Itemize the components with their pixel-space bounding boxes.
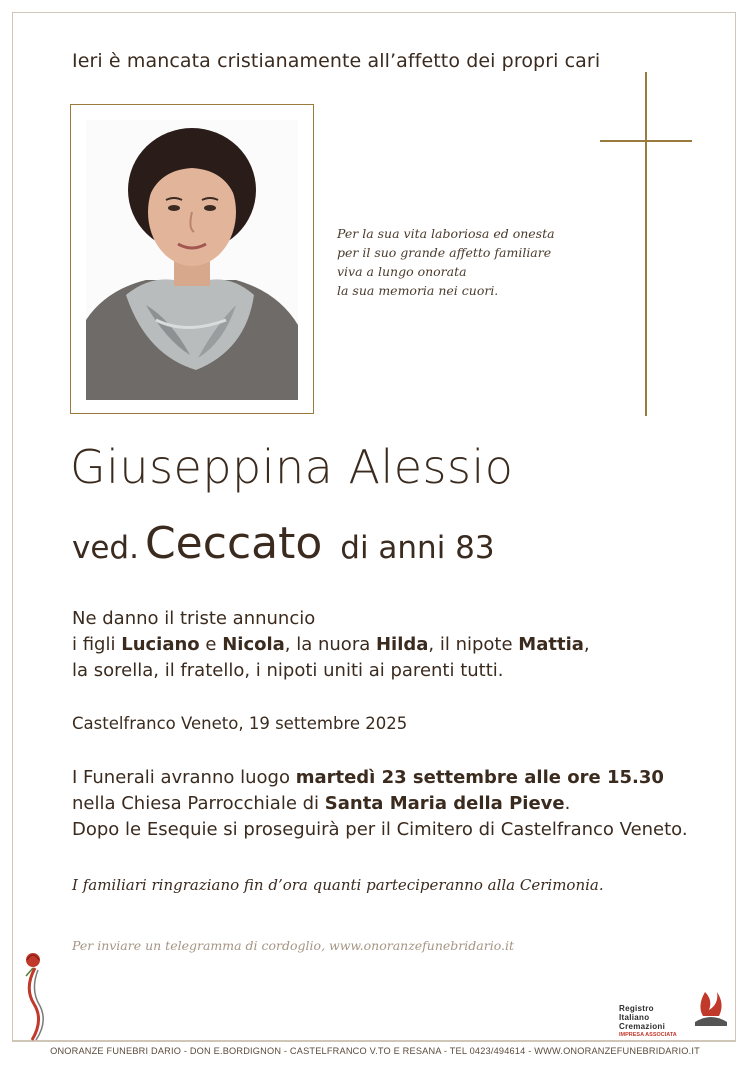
funeral-line: Dopo le Esequie si proseguirà per il Cimitero di Castelfranco Veneto. — [72, 819, 688, 840]
funeral-line — [72, 765, 688, 791]
verse-line: Per la sua vita laboriosa ed onesta — [337, 226, 555, 241]
deceased-name: Giuseppina Alessio — [70, 440, 514, 494]
place-date: Castelfranco Veneto, 19 settembre 2025 — [72, 714, 408, 733]
relative-name: Nicola — [222, 634, 285, 655]
funeral-line — [72, 791, 688, 817]
announcement-text: e — [199, 634, 223, 655]
relative-name: Hilda — [375, 634, 429, 655]
registry-text — [619, 1004, 665, 1031]
telegram-link[interactable]: Per inviare un telegramma di cordoglio, www.onoranzefunebridario.it — [72, 938, 515, 953]
funeral-info — [72, 765, 688, 843]
age-text: di anni 83 — [340, 530, 495, 566]
registry-subtitle: IMPRESA ASSOCIATA — [619, 1032, 677, 1038]
flame-icon — [693, 986, 729, 1030]
married-surname: Ceccato — [144, 518, 323, 569]
funeral-text: nella Chiesa Parrocchiale di — [72, 793, 325, 814]
verse-block — [337, 224, 555, 300]
announcement-line — [72, 632, 590, 658]
footer-divider — [12, 1041, 736, 1042]
verse-line: la sua memoria nei cuori. — [337, 283, 499, 298]
relative-name: Luciano — [121, 634, 200, 655]
funeral-text: I Funerali avranno luogo — [72, 767, 296, 788]
registry-line: Cremazioni — [619, 1022, 666, 1031]
footer-text: ONORANZE FUNEBRI DARIO - DON E.BORDIGNON - CASTELFRANCO V.TO E RESANA - TEL 0423/494614 - WWW.ONORANZEFUNEBRIDARIO.IT — [50, 1046, 700, 1056]
thanks-text: I familiari ringraziano fin d’ora quanti parteciperanno alla Cerimonia. — [72, 876, 604, 894]
registry-line: Registro — [619, 1004, 654, 1013]
registry-line: Italiano — [619, 1013, 650, 1022]
verse-line: per il suo grande affetto familiare — [337, 245, 552, 260]
announcement — [72, 606, 590, 684]
funeral-text: . — [564, 793, 571, 814]
funeral-datetime: martedì 23 settembre alle ore 15.30 — [295, 767, 664, 788]
married-name-line — [72, 518, 495, 569]
announcement-line: Ne danno il triste annuncio — [72, 608, 316, 629]
announcement-line: la sorella, il fratello, i nipoti uniti ai parenti tutti. — [72, 660, 504, 681]
verse-line: viva a lungo onorata — [337, 264, 467, 279]
announcement-text: , — [583, 634, 590, 655]
cross-icon — [600, 72, 692, 416]
announcement-text: i figli — [72, 634, 122, 655]
intro-text: Ieri è mancata cristianamente all’affetto dei propri cari — [72, 50, 601, 72]
relative-name: Mattia — [518, 634, 584, 655]
church-name: Santa Maria della Pieve — [324, 793, 565, 814]
ved-prefix: ved. — [72, 530, 139, 566]
announcement-text: , la nuora — [284, 634, 376, 655]
announcement-text: , il nipote — [428, 634, 519, 655]
rose-logo-icon — [18, 948, 52, 1044]
cremation-registry-logo — [615, 984, 733, 1038]
portrait-photo — [86, 120, 298, 400]
